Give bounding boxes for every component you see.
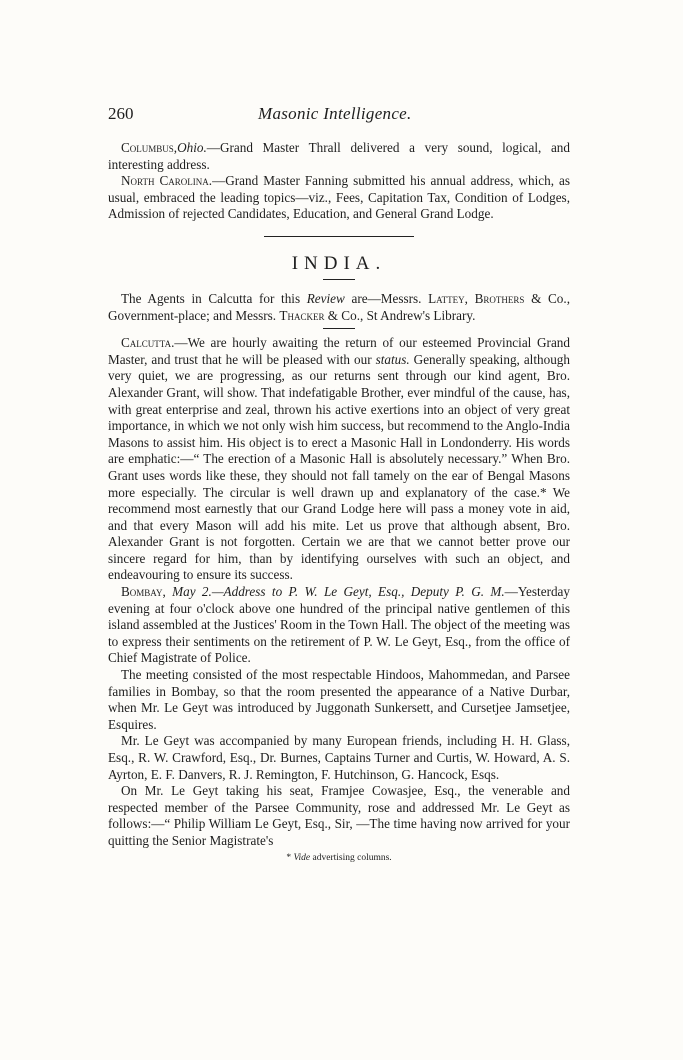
address-heading: May 2.—Address to P. W. Le Geyt, Esq., Deputy P. G. M. — [165, 584, 505, 600]
place-name: North Carolina. — [121, 173, 213, 189]
footnote-text: advertising columns. — [310, 852, 392, 863]
paragraph-seat: On Mr. Le Geyt taking his seat, Framjee Cowasjee, Esq., the venerable and respected member of the Parsee Community, rose and addressed Mr. Le Geyt as follows:—“ Philip William Le Geyt, Esq., Sir, —The time having now arrived for your quitting the Senior Magistrate's — [108, 783, 570, 848]
footnote-vide: Vide — [293, 852, 311, 863]
paragraph-meeting: The meeting consisted of the most respectable Hindoos, Mahommedan, and Parsee families in Bombay, so that the room presented the appearance of a Native Durbar, when Mr. Le Geyt was introduced by Juggonath Sunkersett, and Cursetjee Jamsetjee, Esquires. — [108, 667, 570, 732]
paragraph-north-carolina — [108, 173, 570, 223]
book-page — [108, 106, 570, 864]
place-name: Bombay, — [121, 584, 166, 600]
paragraph-text: Generally speaking, although very quiet, we are progressing, as our returns sent through our kind agent, Bro. Alexander Grant, will show. That indefatigable Brother, ever mindful of the cause, has, with great enterprise and zeal, thrown his active exertions into an object of very great importance, in which we not only wish him success, but recommend to the Anglo-India Masons to assist him. His object is to erect a Masonic Hall in Londonderry. His words are emphatic:—“ The erection of a Masonic Hall is absolutely necessary.” When Bro. Grant uses words like these, they should not fall tamely on the ear of Bengal Masons more especially. The circular is well drawn up and explanatory of the case.* We recommend most earnestly that our Grand Lodge here will pass a money vote in aid, and that every Mason will add his mite. Let us prove that although absent, Bro. Alexander Grant is not forgotten. Certain we are that we cannot better prove our sincere regard for him, than by identifying ourselves with such an object, and endeavouring to ensure its success. — [108, 351, 570, 583]
paragraph-bombay — [108, 584, 570, 667]
page-number: 260 — [108, 104, 134, 123]
agents-text: The Agents in Calcutta for this — [121, 290, 307, 306]
title-rule — [323, 279, 355, 280]
paragraph-friends: Mr. Le Geyt was accompanied by many European friends, including H. H. Glass, Esq., R. W. Crawford, Esq., Dr. Burnes, Captains Turner and Curtis, W. Howard, A. S. Ayrton, E. F. Danvers, R. J. Remington, F. Hutchinson, G. Hancock, Esqs. — [108, 733, 570, 782]
paragraph-text: —Grand Master Thrall delivered a very sound, logical, and interesting address. — [108, 140, 570, 172]
paragraph-columbus — [108, 140, 570, 173]
running-title: Masonic Intelligence. — [258, 104, 412, 123]
running-head — [108, 106, 570, 140]
place-state: Ohio. — [177, 140, 207, 155]
section-divider — [264, 236, 414, 237]
agents-text: & Co., St Andrew's Library. — [324, 307, 476, 323]
paragraph-agents — [108, 291, 570, 324]
paragraph-text: —Yesterday evening at four o'clock above one hundred of the principal native gentlemen of this island assembled at the Justices' Room in the Town Hall. The object of the meeting was to express their sentiments on the retirement of P. W. Le Geyt, Esq., from the office of Chief Magistrate of Police. — [108, 584, 570, 666]
paragraph-text: —We are hourly awaiting the return of our esteemed Provincial Grand Master, and trust that he will be pleased with our — [108, 335, 570, 367]
agent-name: Lattey, Brothers — [428, 290, 525, 306]
footnote-mark: * — [286, 852, 294, 863]
paragraph-rule — [323, 328, 355, 329]
agents-text: & Co., Government-place; and Messrs. — [108, 290, 570, 323]
paragraph-calcutta — [108, 335, 570, 584]
paragraph-text: —Grand Master Fanning submitted his annual address, which, as usual, embraced the leading topics—viz., Fees, Capitation Tax, Condition of Lodges, Admission of rejected Candidates, Education, and General Grand Lodge. — [108, 173, 570, 222]
agents-text: are—Messrs. — [344, 290, 429, 306]
status-word: status. — [375, 351, 410, 367]
agent-name: Thacker — [279, 307, 325, 323]
section-title: INDIA. — [291, 252, 387, 274]
place-name: Calcutta. — [121, 335, 175, 351]
review-title: Review — [306, 290, 345, 306]
place-name: Columbus, — [121, 140, 178, 155]
footnote — [108, 852, 570, 864]
